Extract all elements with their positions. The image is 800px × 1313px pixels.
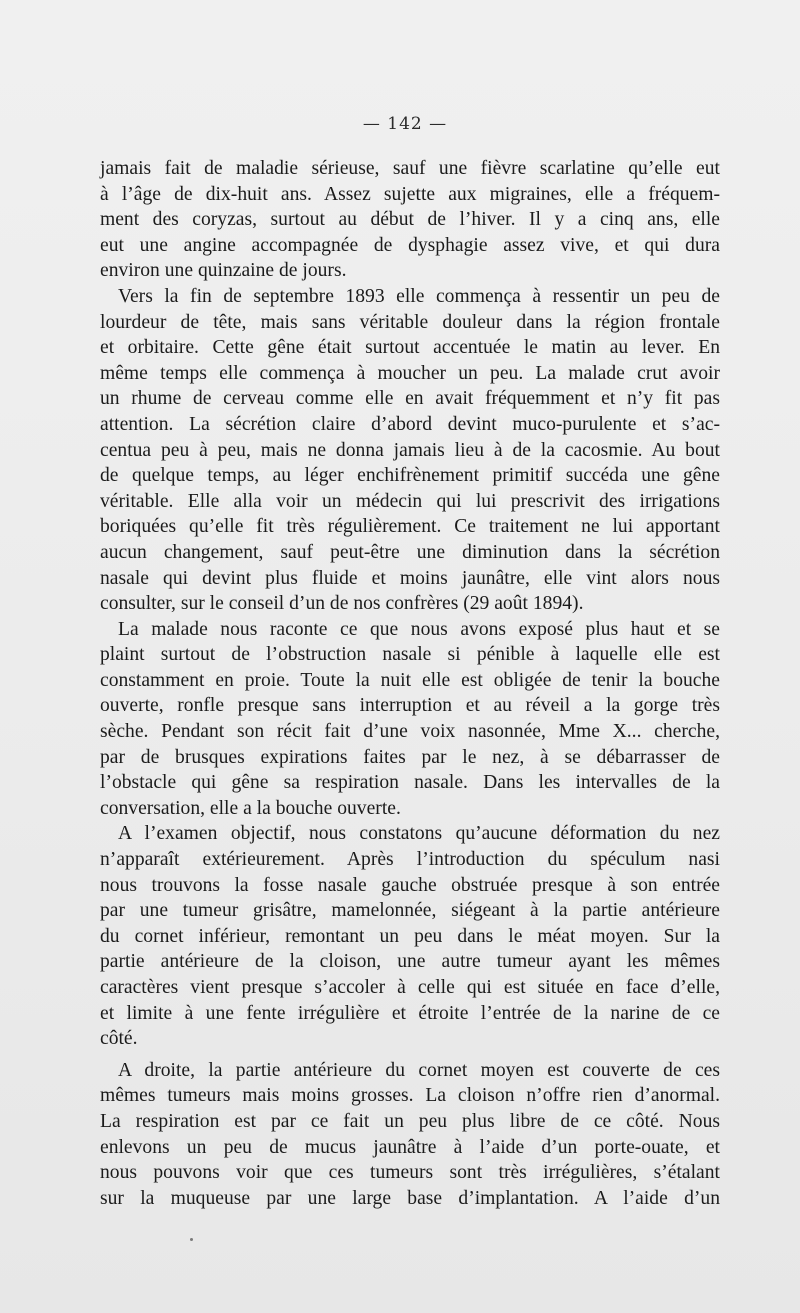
text-line: A droite, la partie antérieure du cornet moyen est couverte de ces — [118, 1059, 720, 1081]
text-line: à l’âge de dix-huit ans. Assez sujette aux migraines, elle a fréquem- — [100, 183, 720, 205]
text-line: de quelque temps, au léger enchifrènement primitif succéda une gêne — [100, 465, 720, 487]
text-line: sur la muqueuse par une large base d’implantation. A l’aide d’un — [100, 1187, 720, 1209]
text-line: ouverte, ronfle presque sans interruption et au réveil a la gorge très — [100, 695, 720, 717]
page-number: — 142 — — [362, 114, 448, 134]
text-line: conversation, elle a la bouche ouverte. — [100, 797, 401, 819]
text-line: centua peu à peu, mais ne donna jamais lieu à de la cacosmie. Au bout — [100, 439, 720, 461]
text-line: l’obstacle qui gêne sa respiration nasale. Dans les intervalles de la — [100, 772, 720, 794]
text-line: nous pouvons voir que ces tumeurs sont très irrégulières, s’étalant — [100, 1162, 720, 1184]
body-text — [100, 156, 720, 1211]
text-line: lourdeur de tête, mais sans véritable douleur dans la région frontale — [100, 311, 720, 333]
text-line: du cornet inférieur, remontant un peu dans le méat moyen. Sur la — [100, 925, 720, 947]
text-line: enlevons un peu de mucus jaunâtre à l’aide d’un porte-ouate, et — [100, 1136, 720, 1158]
text-line: eut une angine accompagnée de dysphagie assez vive, et qui dura — [100, 234, 720, 256]
text-line: et orbitaire. Cette gêne était surtout accentuée le matin au lever. En — [100, 337, 720, 359]
text-line: Vers la fin de septembre 1893 elle commença à ressentir un peu de — [118, 285, 720, 307]
text-line: consulter, sur le conseil d’un de nos confrères (29 août 1894). — [100, 593, 584, 615]
ink-speck — [190, 1238, 193, 1241]
text-line: La respiration est par ce fait un peu plus libre de ce côté. Nous — [100, 1110, 720, 1132]
text-line: A l’examen objectif, nous constatons qu’aucune déformation du nez — [118, 823, 720, 845]
text-line: constamment en proie. Toute la nuit elle est obligée de tenir la bouche — [100, 669, 720, 691]
text-line: sèche. Pendant son récit fait d’une voix nasonnée, Mme X... cherche, — [100, 721, 720, 743]
text-line: n’apparaît extérieurement. Après l’introduction du spéculum nasi — [100, 849, 720, 871]
text-line: ment des coryzas, surtout au début de l’hiver. Il y a cinq ans, elle — [100, 209, 720, 231]
text-line: aucun changement, sauf peut-être une diminution dans la sécrétion — [100, 541, 720, 563]
text-line: nasale qui devint plus fluide et moins jaunâtre, elle vint alors nous — [100, 567, 720, 589]
text-line: plaint surtout de l’obstruction nasale si pénible à laquelle elle est — [100, 644, 720, 666]
text-line: mêmes tumeurs mais moins grosses. La cloison n’offre rien d’anormal. — [100, 1085, 720, 1107]
text-line: environ une quinzaine de jours. — [100, 260, 347, 282]
text-line: côté. — [100, 1028, 138, 1050]
text-line: La malade nous raconte ce que nous avons exposé plus haut et se — [118, 618, 720, 640]
text-line: par de brusques expirations faites par le nez, à se débarrasser de — [100, 746, 720, 768]
text-line: caractères vient presque s’accoler à celle qui est située en face d’elle, — [100, 977, 720, 998]
text-line: même temps elle commença à moucher un peu. La malade crut avoir — [100, 362, 720, 384]
text-line: par une tumeur grisâtre, mamelonnée, siégeant à la partie antérieure — [100, 900, 720, 922]
text-line: partie antérieure de la cloison, une autre tumeur ayant les mêmes — [100, 951, 720, 973]
text-line: un rhume de cerveau comme elle en avait fréquemment et n’y fit pas — [100, 388, 720, 410]
text-line: boriquées qu’elle fit très régulièrement. Ce traitement ne lui apportant — [100, 516, 720, 538]
text-line: jamais fait de maladie sérieuse, sauf une fièvre scarlatine qu’elle eut — [100, 158, 720, 179]
text-line: attention. La sécrétion claire d’abord devint muco-purulente et s’ac- — [100, 413, 720, 435]
text-line: nous trouvons la fosse nasale gauche obstruée presque à son entrée — [100, 874, 720, 896]
text-line: véritable. Elle alla voir un médecin qui lui prescrivit des irrigations — [100, 490, 720, 512]
text-line: et limite à une fente irrégulière et étroite l’entrée de la narine de ce — [100, 1002, 720, 1024]
